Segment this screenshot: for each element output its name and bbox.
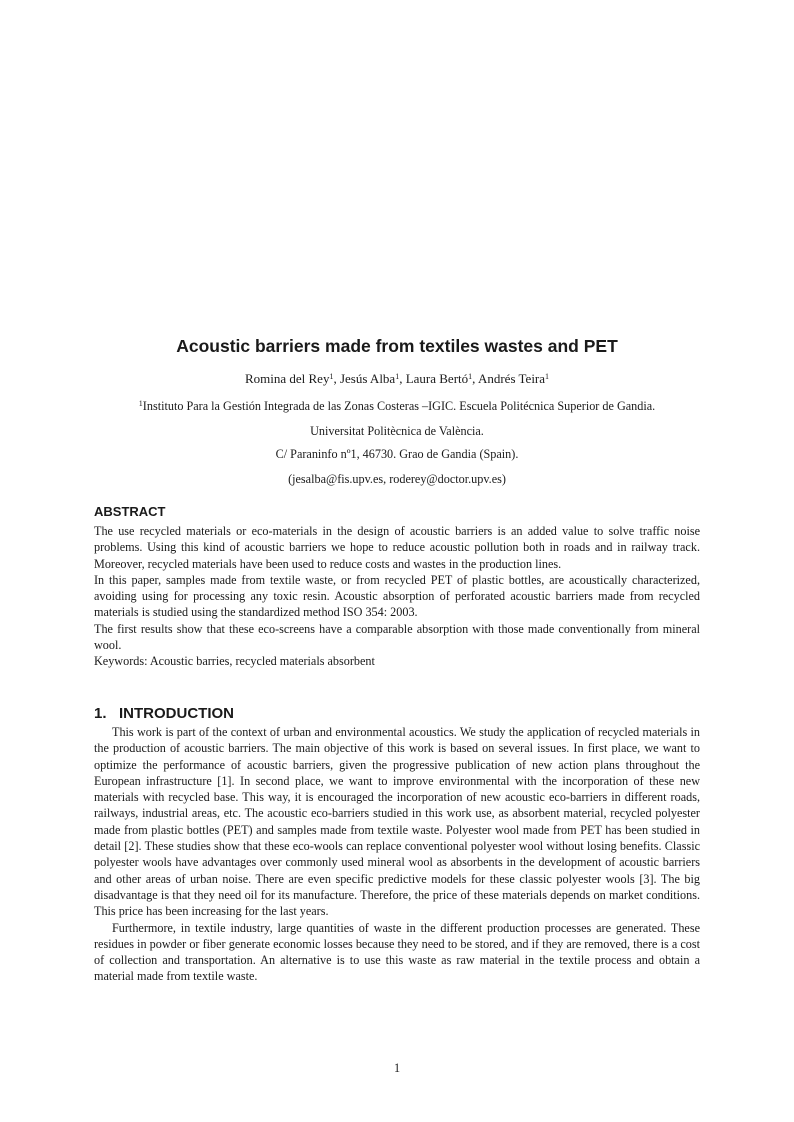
author-affiliation-mark: 1: [329, 372, 334, 381]
abstract-heading: ABSTRACT: [94, 504, 166, 519]
author-separator: ,: [399, 371, 406, 386]
introduction-heading: [94, 704, 234, 723]
abstract-paragraph: The use recycled materials or eco-materials in the design of acoustic barriers is an added value to solve traffic noise problems. Using this kind of acoustic barriers we hope to reduce acoustic pollution both in roads and in railway track. Moreover, recycled materials have been used to reduce costs and wastes in the production lines.: [94, 524, 700, 571]
section-title: INTRODUCTION: [119, 705, 234, 722]
contact-emails: (jesalba@fis.upv.es, roderey@doctor.upv.es): [288, 472, 506, 486]
author-separator: ,: [333, 371, 340, 386]
university: Universitat Politècnica de València.: [310, 424, 484, 438]
abstract-body: [94, 523, 700, 670]
author-list: [94, 371, 700, 387]
author-name: Andrés Teira: [477, 371, 546, 386]
affiliation-mark: 1: [138, 399, 143, 408]
body-paragraph: Furthermore, in textile industry, large quantities of waste in the different production processes are generated. These residues in powder or fiber generate economic losses because they need to be stored, and if they are removed, there is a cost of collection and transportation. An alternative is to use this waste as raw material in the textile process and obtain a material made from textile waste.: [94, 920, 700, 984]
introduction-body: [94, 724, 700, 985]
postal-address: C/ Paraninfo nº1, 46730. Grao de Gandia (Spain).: [275, 447, 519, 461]
body-paragraph: This work is part of the context of urban and environmental acoustics. We study the application of recycled materials in the production of acoustic barriers. The main objective of this work is based on several issues. In first place, we want to optimize the performance of acoustic barriers, given the progressive publication of new action plans throughout the European infrastructure [1]. In second place, we want to improve environmental with the incorporation of these new materials with recycled base. This way, it is encouraged the incorporation of new acoustic eco-barriers in different roads, railways, industrial areas, etc. The acoustic eco-barriers studied in this work use, as absorbent material, recycled polyester made from plastic bottles (PET) and samples made from textile waste. Polyester wool made from PET has been studied in detail [2]. These studies show that these eco-wools can replace conventional polyester wool without losing benefits. Classic polyester wools have advantages over commonly used mineral wool as absorbents in the development of acoustic barriers and other areas of urban noise. There are even specific predictive models for these classic polyester wools [3]. The big disadvantage is that they need oil for its manufacture. Therefore, the price of these materials depends on market conditions. This price has been increasing for the last years.: [94, 725, 700, 919]
author-name: Jesús Alba: [339, 371, 396, 386]
keywords: Keywords: Acoustic barries, recycled materials absorbent: [94, 654, 375, 669]
abstract-paragraph: The first results show that these eco-screens have a comparable absorption with those made conventionally from mineral wool.: [94, 621, 700, 653]
author-affiliation-mark: 1: [545, 372, 550, 381]
author-name: Laura Bertó: [405, 371, 469, 386]
paper-title: Acoustic barriers made from textiles wastes and PET: [176, 336, 618, 356]
affiliation: [94, 398, 700, 414]
author-affiliation-mark: 1: [468, 372, 473, 381]
page-number: 1: [393, 1061, 401, 1075]
author-separator: ,: [472, 371, 478, 386]
section-number: 1.: [94, 705, 107, 722]
affiliation-text: Instituto Para la Gestión Integrada de las Zonas Costeras –IGIC. Escuela Politécnica Superior de Gandia.: [142, 399, 656, 413]
author-name: Romina del Rey: [244, 371, 330, 386]
author-affiliation-mark: 1: [395, 372, 400, 381]
abstract-paragraph: In this paper, samples made from textile waste, or from recycled PET of plastic bottles, are acoustically characterized, avoiding using for processing any toxic resin. Acoustic absorption of perforated acoustic barriers made from recycled materials is studied using the standardized method ISO 354: 2003.: [94, 572, 700, 620]
